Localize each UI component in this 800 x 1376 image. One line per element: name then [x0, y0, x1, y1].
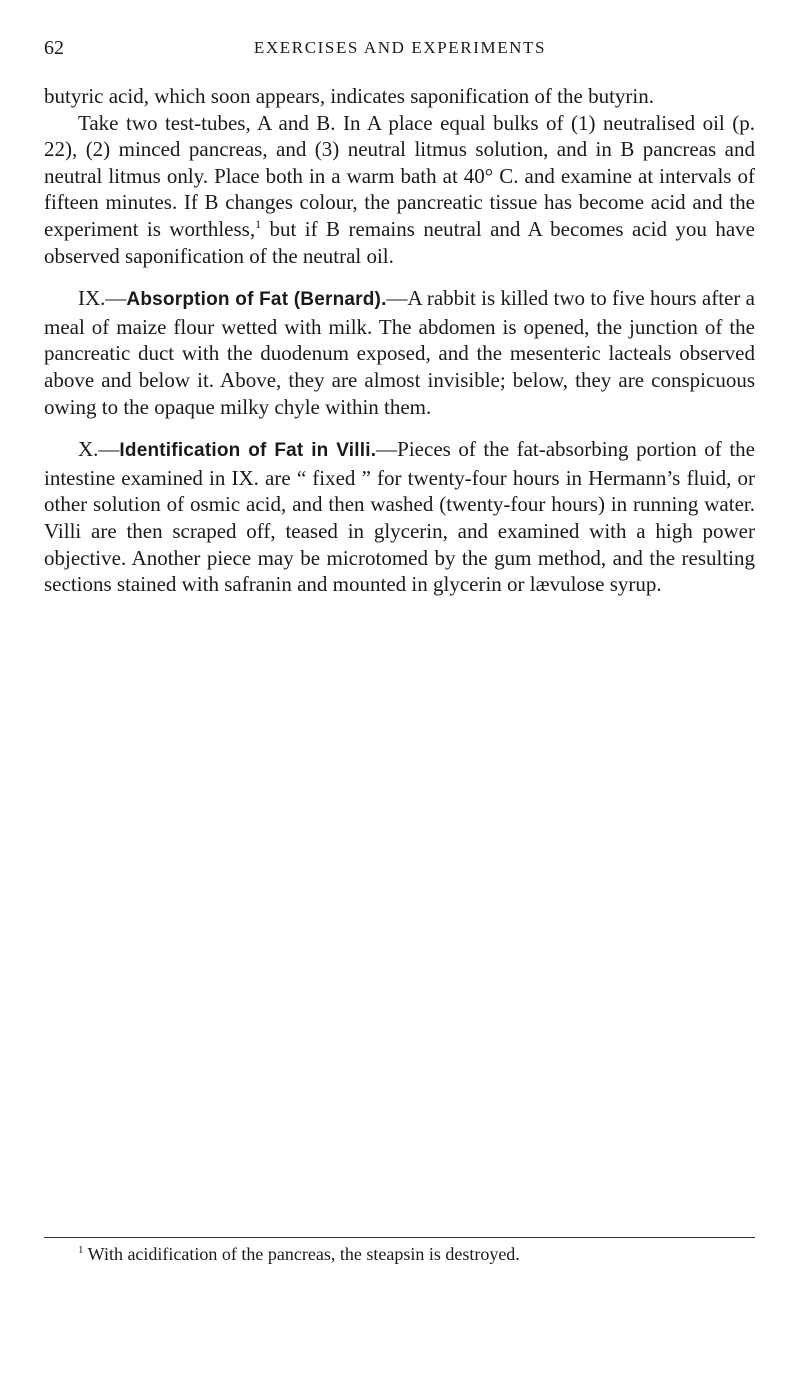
section-heading: Absorption of Fat (Bernard).	[126, 289, 387, 311]
section-x	[44, 436, 755, 598]
footnote-divider	[44, 1237, 755, 1238]
section-ix	[44, 285, 755, 420]
section-number: IX.—	[78, 286, 127, 311]
paragraph-text: but if B remains neutral and A becomes acid you have observed saponification of the neutral oil.	[44, 216, 755, 268]
section-heading: Identification of Fat in Villi.	[119, 440, 377, 462]
paragraph-test-tubes	[44, 110, 755, 270]
running-title: EXERCISES AND EXPERIMENTS	[253, 38, 547, 57]
footnote-reference: 1	[255, 216, 262, 231]
paragraph-butyric-acid	[44, 83, 755, 110]
section-text: —Pieces of the fat-absorbing portion of the intestine examined in IX. are “ fixed ” for twenty-four hours in Hermann’s fluid, or other solution of osmic acid, and then washed (twenty-four hours) in running water. Villi are then scraped off, teased in glycerin, and examined with a high power objective. Another piece may be microtomed by the gum method, and the resulting sections stained with safranin and mounted in glycerin or lævulose syrup.	[44, 437, 755, 597]
page-number: 62	[44, 37, 64, 59]
footnote-text: With acidification of the pancreas, the steapsin is destroyed.	[83, 1244, 520, 1264]
paragraph-text: Take two test-tubes, A and B. In A place equal bulks of (1) neutralised oil (p. 22), (2) minced pancreas, and (3) neutral litmus solution, and in B pancreas and neutral litmus only. Place both in a warm bath at 40° C. and examine at intervals of fifteen minutes. If B changes colour, the pancreatic tissue has become acid and the experiment is worthless,	[44, 110, 755, 241]
section-number: X.—	[78, 437, 120, 462]
running-head	[44, 33, 756, 63]
paragraph-text: butyric acid, which soon appears, indicates saponification of the butyrin.	[44, 84, 654, 108]
body-text	[44, 83, 755, 598]
section-text: —A rabbit is killed two to five hours after a meal of maize flour wetted with milk. The abdomen is opened, the junction of the pancreatic duct with the duodenum exposed, and the mesenteric lacteals observed above and below it. Above, they are almost invisible; below, they are conspicuous owing to the opaque milky chyle within them.	[44, 286, 755, 419]
footnote-mark: 1	[78, 1244, 84, 1256]
footnote	[44, 1242, 755, 1266]
